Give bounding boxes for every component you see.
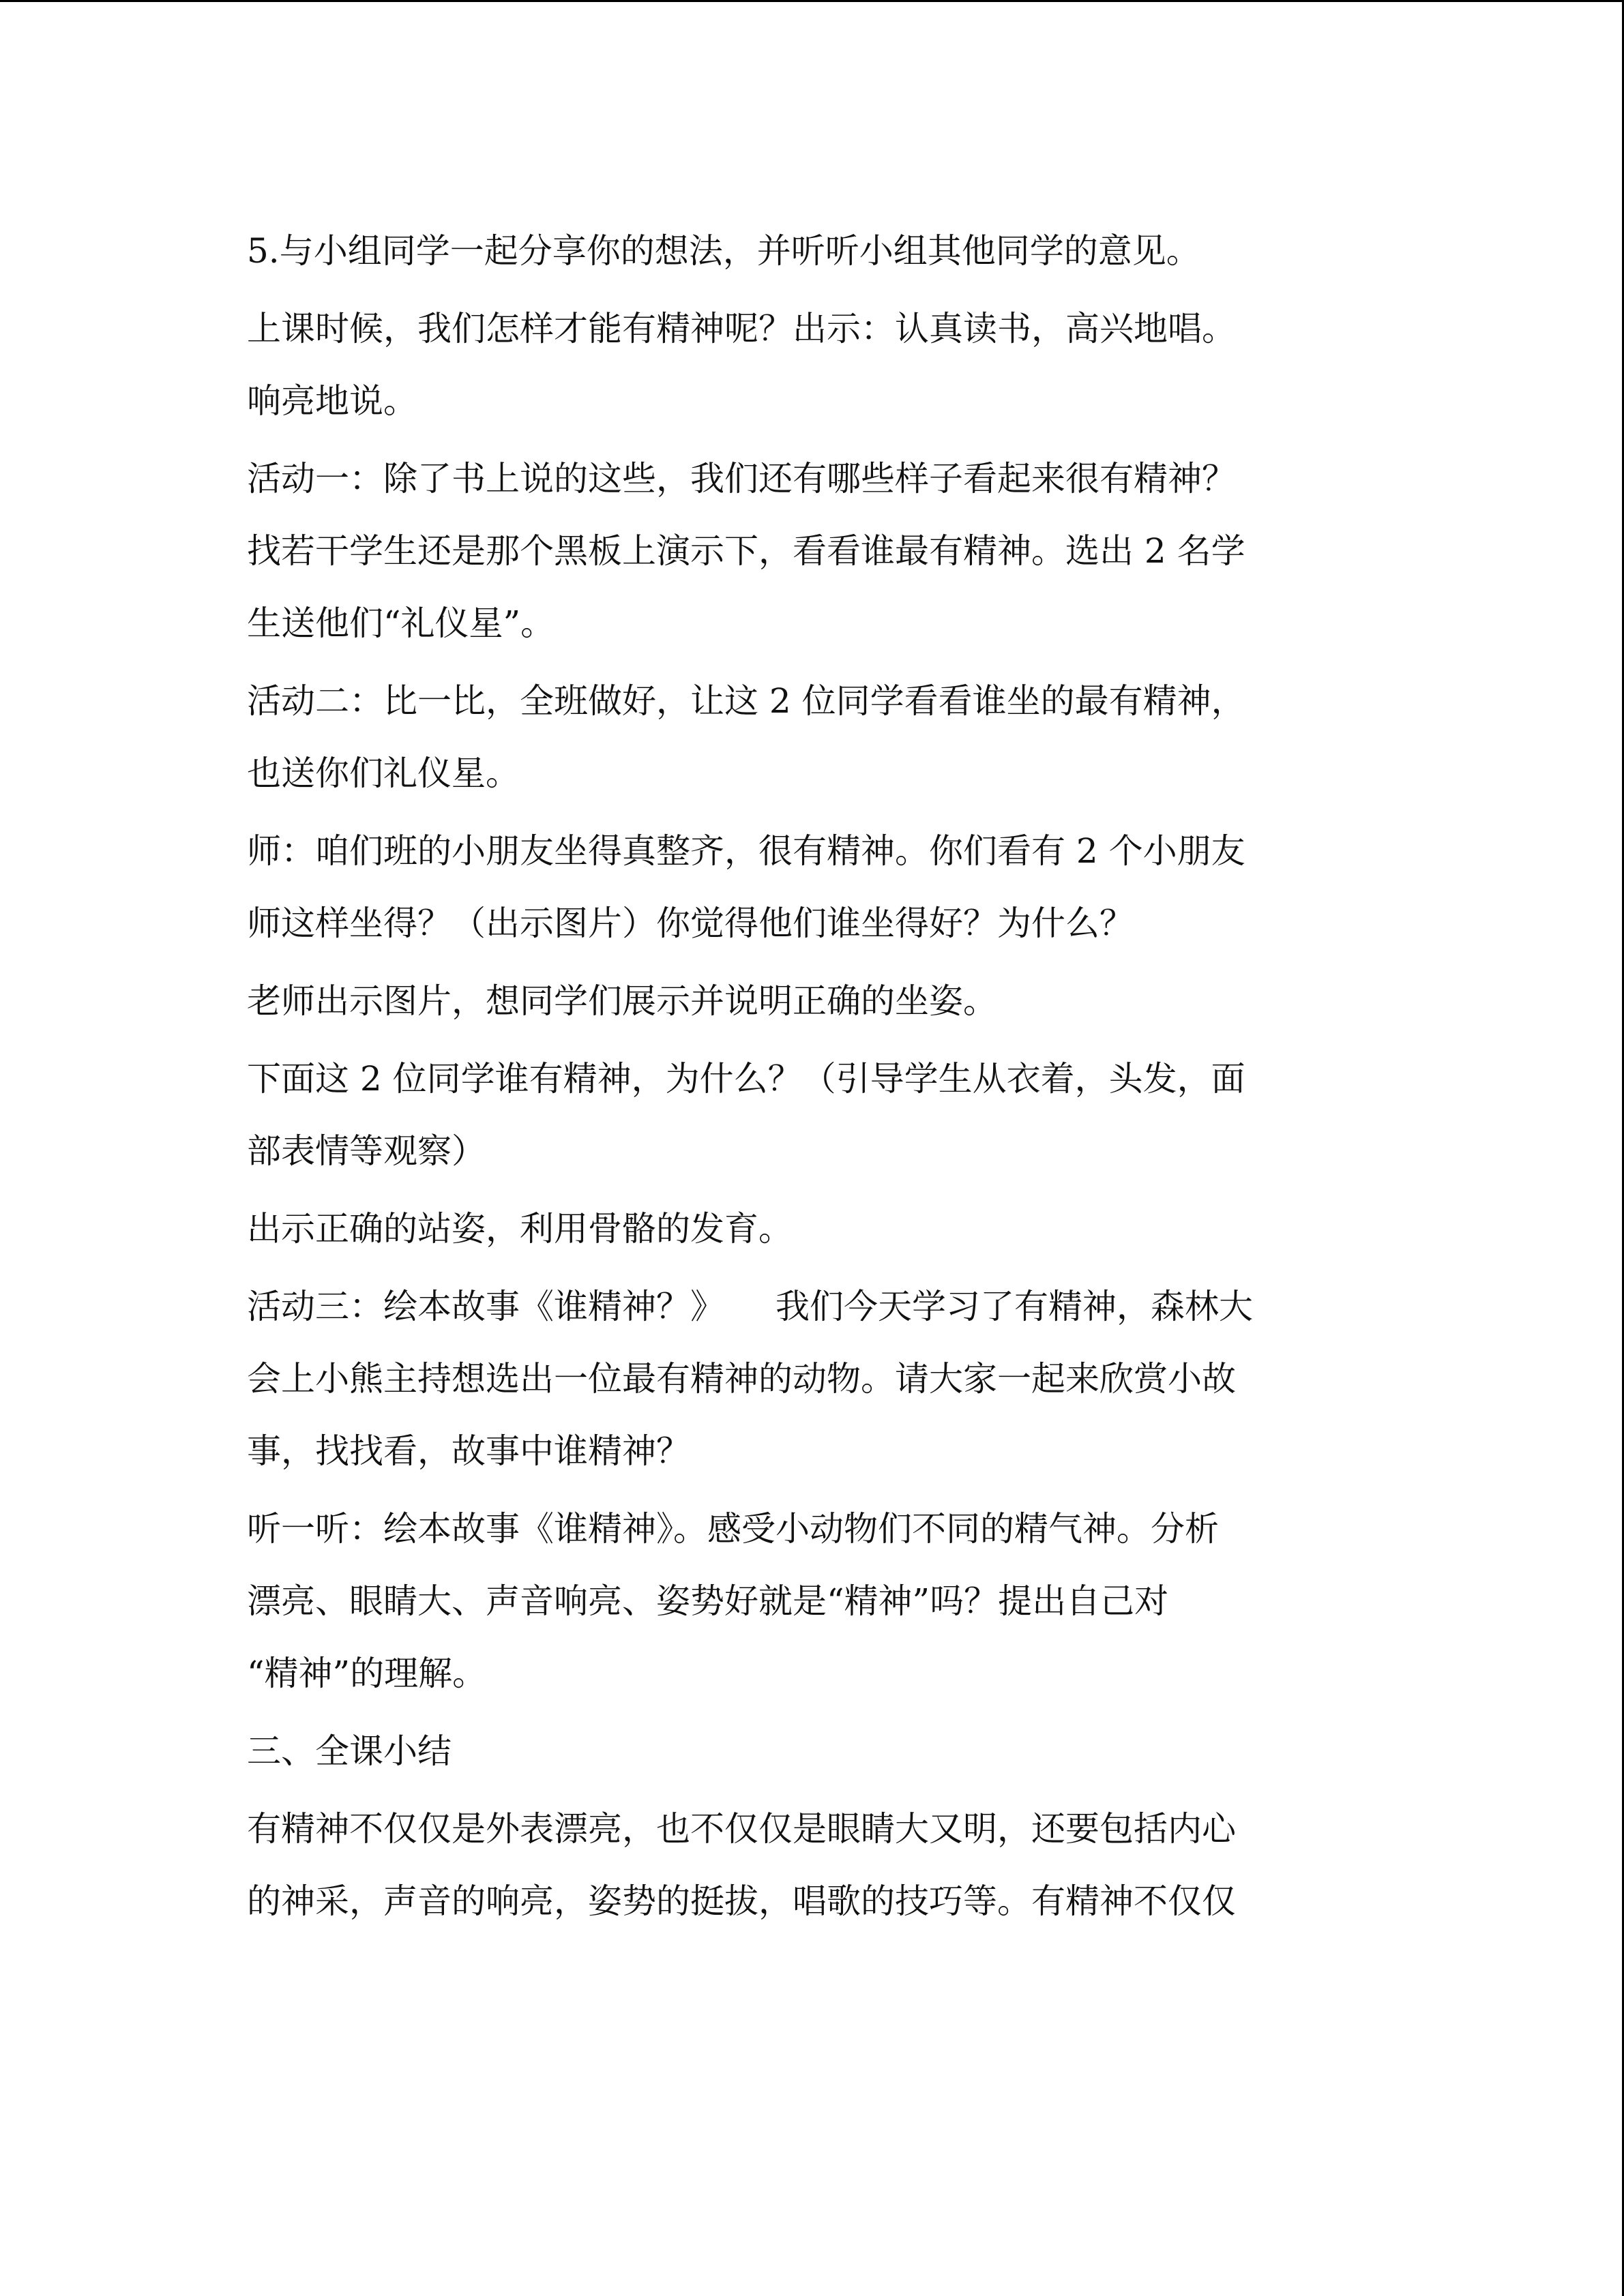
text-line: 师这样坐得？（出示图片）你觉得他们谁坐得好？为什么？ [247, 904, 1134, 943]
text-line: 下面这 2 位同学谁有精神，为什么？（引导学生从衣着，头发，面 [247, 1059, 1245, 1099]
text-line: 活动三：绘本故事《谁精神？》 我们今天学习了有精神，森林大 [247, 1287, 1253, 1326]
text-line: 三、全课小结 [247, 1731, 452, 1771]
text-line: 5.与小组同学一起分享你的想法，并听听小组其他同学的意见。 [247, 231, 1200, 271]
text-line: 生送他们“礼仪星”。 [247, 603, 555, 643]
text-line: 的神采，声音的响亮，姿势的挺拔，唱歌的技巧等。有精神不仅仅 [247, 1881, 1236, 1921]
text-line: 听一听：绘本故事《谁精神》。感受小动物们不同的精气神。分析 [247, 1509, 1219, 1549]
paragraph-show-pictures [247, 965, 1379, 1037]
paragraph-activity-two [247, 665, 1379, 809]
text-line: 漂亮、眼睛大、声音响亮、姿势好就是“精神”吗？提出自己对 [247, 1581, 1169, 1621]
text-line: 活动一：除了书上说的这些，我们还有哪些样子看起来很有精神？ [247, 459, 1236, 498]
text-line: 事，找找看，故事中谁精神？ [247, 1431, 690, 1471]
text-line: 活动二：比一比，全班做好，让这 2 位同学看看谁坐的最有精神， [247, 681, 1245, 721]
text-line: 响亮地说。 [247, 381, 417, 421]
paragraph-share-ideas [247, 215, 1379, 287]
paragraph-standing-posture [247, 1193, 1379, 1265]
text-line: 出示正确的站姿，利用骨骼的发育。 [247, 1209, 793, 1249]
document-body [247, 215, 1379, 1943]
paragraph-activity-three [247, 1270, 1379, 1487]
paragraph-listen-story [247, 1493, 1379, 1710]
text-line: 部表情等观察） [247, 1131, 486, 1171]
text-line: 也送你们礼仪星。 [247, 754, 520, 793]
text-line: “精神”的理解。 [247, 1654, 487, 1693]
text-line: 师：咱们班的小朋友坐得真整齐，很有精神。你们看有 2 个小朋友 [247, 831, 1245, 871]
section-heading-summary [247, 1715, 1379, 1787]
text-line: 找若干学生还是那个黑板上演示下，看看谁最有精神。选出 2 名学 [247, 531, 1245, 571]
text-line: 上课时候，我们怎样才能有精神呢？出示：认真读书，高兴地唱。 [247, 309, 1236, 348]
text-line: 会上小熊主持想选出一位最有精神的动物。请大家一起来欣赏小故 [247, 1359, 1236, 1399]
paragraph-summary [247, 1793, 1379, 1937]
paragraph-teacher-sitting [247, 815, 1379, 959]
paragraph-activity-one [247, 443, 1379, 659]
text-line: 有精神不仅仅是外表漂亮，也不仅仅是眼睛大又明，还要包括内心 [247, 1809, 1236, 1849]
paragraph-how-to-be-spirited [247, 293, 1379, 437]
text-line: 老师出示图片，想同学们展示并说明正确的坐姿。 [247, 981, 997, 1021]
paragraph-who-is-spirited [247, 1043, 1379, 1187]
